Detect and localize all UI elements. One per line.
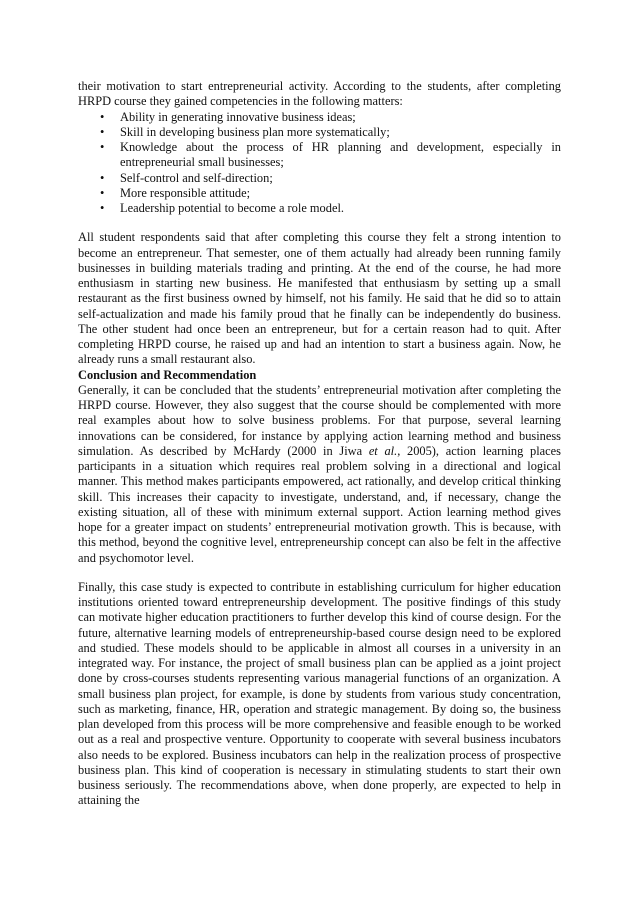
list-item: • Skill in developing business plan more systematically; bbox=[100, 124, 390, 139]
list-item: • Ability in generating innovative business ideas; bbox=[100, 109, 356, 124]
bullet-icon: • bbox=[100, 201, 105, 215]
list-item: • Knowledge about the process of HR planning and development, especially in entrepreneurial small businesses; bbox=[100, 140, 561, 170]
bullet-icon: • bbox=[100, 185, 105, 200]
bullet-icon: • bbox=[100, 124, 105, 139]
respondents-paragraph: All student respondents said that after completing this course they felt a strong intention to become an entrepreneur. That semester, one of them actually had already been running family businesses in building materials trading and printing. At the end of the course, he had more enthusiasm in starting new business. He manifested that enthusiasm by setting up a small restaurant as the first business owned by himself, not his family. He said that he did so to attain self-actualization and made his family proud that he finally can be independently do business. The other student had once been an entrepreneur, but for a certain reason had to quit. After completing HRPD course, he raised up and had an intention to start a business again. Now, he already runs a small restaurant also. bbox=[78, 230, 561, 367]
list-item: • More responsible attitude; bbox=[100, 185, 251, 200]
list-item: • Leadership potential to become a role model. bbox=[100, 201, 344, 215]
italic-citation: et al. bbox=[368, 443, 398, 458]
page-content bbox=[78, 79, 561, 809]
competency-list bbox=[78, 110, 561, 217]
final-paragraph: Finally, this case study is expected to contribute in establishing curriculum for higher education institutions oriented toward entrepreneurship development. The positive findings of this study can motivate higher education practitioners to further develop this kind of course design. For the future, alternative learning models of entrepreneurship-based course design need to be explored and studied. These models should to be applicable in almost all courses in a university in an integrated way. For instance, the project of small business plan can be applied as a joint project done by cross-courses students representing various managerial functions of an organization. A small business plan project, for example, is done by students from various study concentration, such as marketing, finance, HR, operation and strategic management. By doing so, the business plan developed from this process will be more comprehensive and feasible enough to be worked out as a real and prospective venture. Opportunity to cooperate with several business incubators also needs to be explored. Business incubators can help in the realization process of prospective business plan. This kind of cooperation is necessary in stimulating students to start their own business seriously. The recommendations above, when done properly, are expected to help in attaining the bbox=[78, 579, 561, 808]
conclusion-paragraph: Generally, it can be concluded that the students’ entrepreneurial motivation after completing the HRPD course. However, they also suggest that the course should be complemented with more real examples about how to solve business problems. For that purpose, several learning innovations can be considered, for instance by applying action learning method and business simulation. As described by McHardy (2000 in Jiwa et al., 2005), action learning places participants in a situation which requires real problem solving in a directional and logical manner. This method makes participants empowered, act rationally, and develop critical thinking skill. This increases their capacity to investigate, understand, and, if necessary, change the existing situation, all of these with minimum external support. Action learning method gives hope for a greater impact on students’ entrepreneurial motivation growth. This is because, with this method, beyond the cognitive level, entrepreneurship concept can also be felt in the affective and psychomotor level. bbox=[78, 382, 561, 565]
bullet-icon: • bbox=[100, 140, 105, 154]
bullet-icon: • bbox=[100, 109, 105, 124]
intro-paragraph: their motivation to start entrepreneurial activity. According to the students, after completing HRPD course they gained competencies in the following matters: bbox=[78, 79, 561, 109]
section-heading: Conclusion and Recommendation bbox=[78, 367, 257, 382]
bullet-icon: • bbox=[100, 170, 105, 185]
list-item: • Self-control and self-direction; bbox=[100, 170, 273, 185]
